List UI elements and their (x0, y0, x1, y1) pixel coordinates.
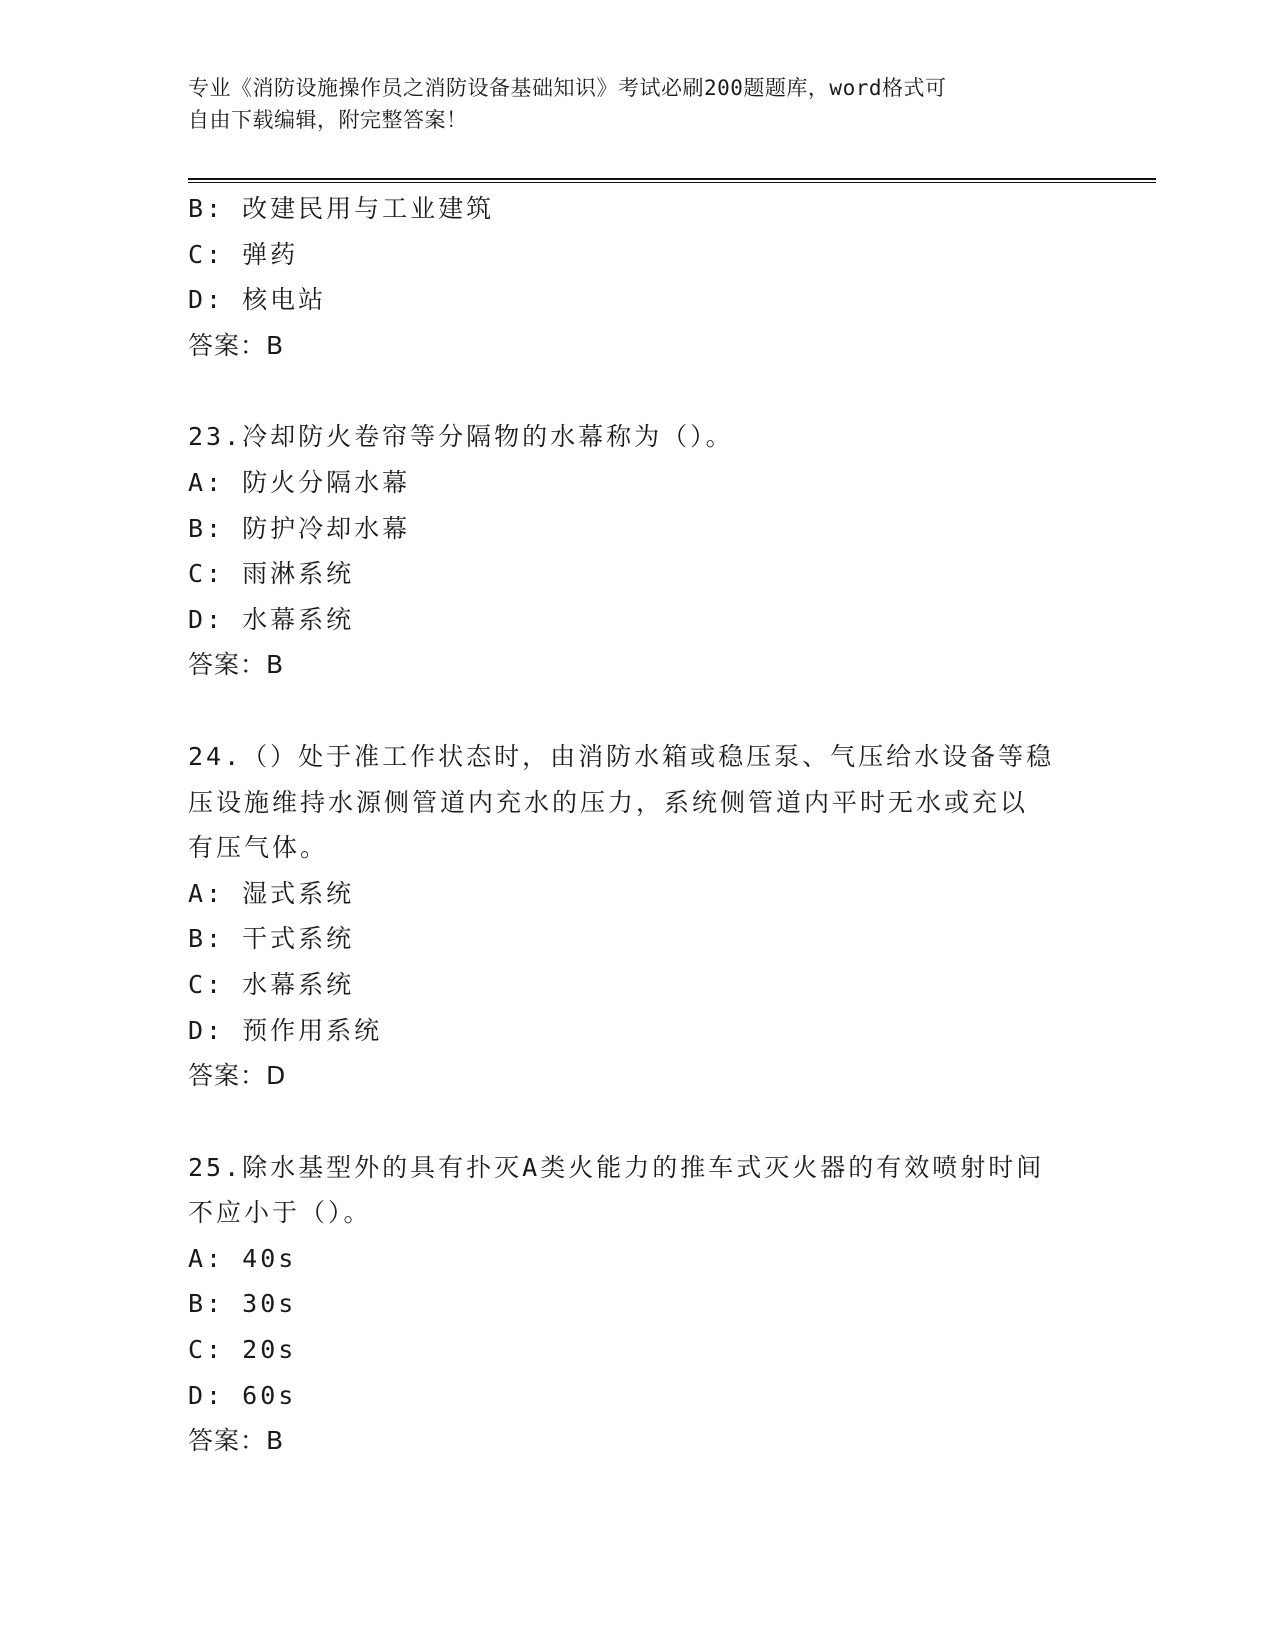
option-d: D: 60s (188, 1380, 297, 1410)
header-line-2: 自由下载编辑，附完整答案！ (188, 108, 468, 132)
header-line-1: 专业《消防设施操作员之消防设备基础知识》考试必刷200题题库，word格式可 (188, 76, 947, 100)
question-block-23 (188, 414, 1088, 688)
question-stem-line-2: 压设施维持水源侧管道内充水的压力，系统侧管道内平时无水或充以 (188, 787, 1029, 817)
spacer (188, 368, 1088, 414)
option-b: B: 干式系统 (188, 924, 355, 954)
question-block-continued (188, 186, 1088, 368)
answer-line: 答案：B (188, 650, 285, 680)
answer-line: 答案：D (188, 1061, 287, 1091)
question-stem-line-1: 24.（）处于准工作状态时，由消防水箱或稳压泵、气压给水设备等稳 (188, 741, 1055, 771)
option-c: C: 雨淋系统 (188, 559, 355, 589)
option-c: C: 水幕系统 (188, 969, 355, 999)
option-b: B: 防护冷却水幕 (188, 513, 411, 543)
spacer (188, 1099, 1088, 1145)
spacer (188, 688, 1088, 734)
option-c: C: 弹药 (188, 239, 299, 269)
question-stem: 23.冷却防火卷帘等分隔物的水幕称为（）。 (188, 422, 734, 452)
option-b: B: 改建民用与工业建筑 (188, 194, 495, 223)
question-block-24 (188, 734, 1088, 1099)
answer-line: 答案：B (188, 330, 285, 360)
option-d: D: 水幕系统 (188, 604, 355, 634)
option-a: A: 防火分隔水幕 (188, 467, 411, 497)
question-stem-line-2: 不应小于（）。 (188, 1198, 372, 1228)
option-a: A: 湿式系统 (188, 878, 355, 908)
answer-line: 答案：B (188, 1426, 285, 1456)
question-block-25 (188, 1145, 1088, 1464)
option-a: A: 40s (188, 1243, 297, 1273)
question-stem-line-3: 有压气体。 (188, 833, 329, 863)
option-d: D: 核电站 (188, 285, 327, 315)
option-b: B: 30s (188, 1289, 297, 1319)
question-list (188, 186, 1088, 1464)
header-divider (188, 178, 1156, 183)
question-stem-line-1: 25.除水基型外的具有扑灭A类火能力的推车式灭火器的有效喷射时间 (188, 1152, 1045, 1182)
document-header (188, 72, 1068, 136)
option-c: C: 20s (188, 1335, 297, 1365)
option-d: D: 预作用系统 (188, 1015, 383, 1045)
